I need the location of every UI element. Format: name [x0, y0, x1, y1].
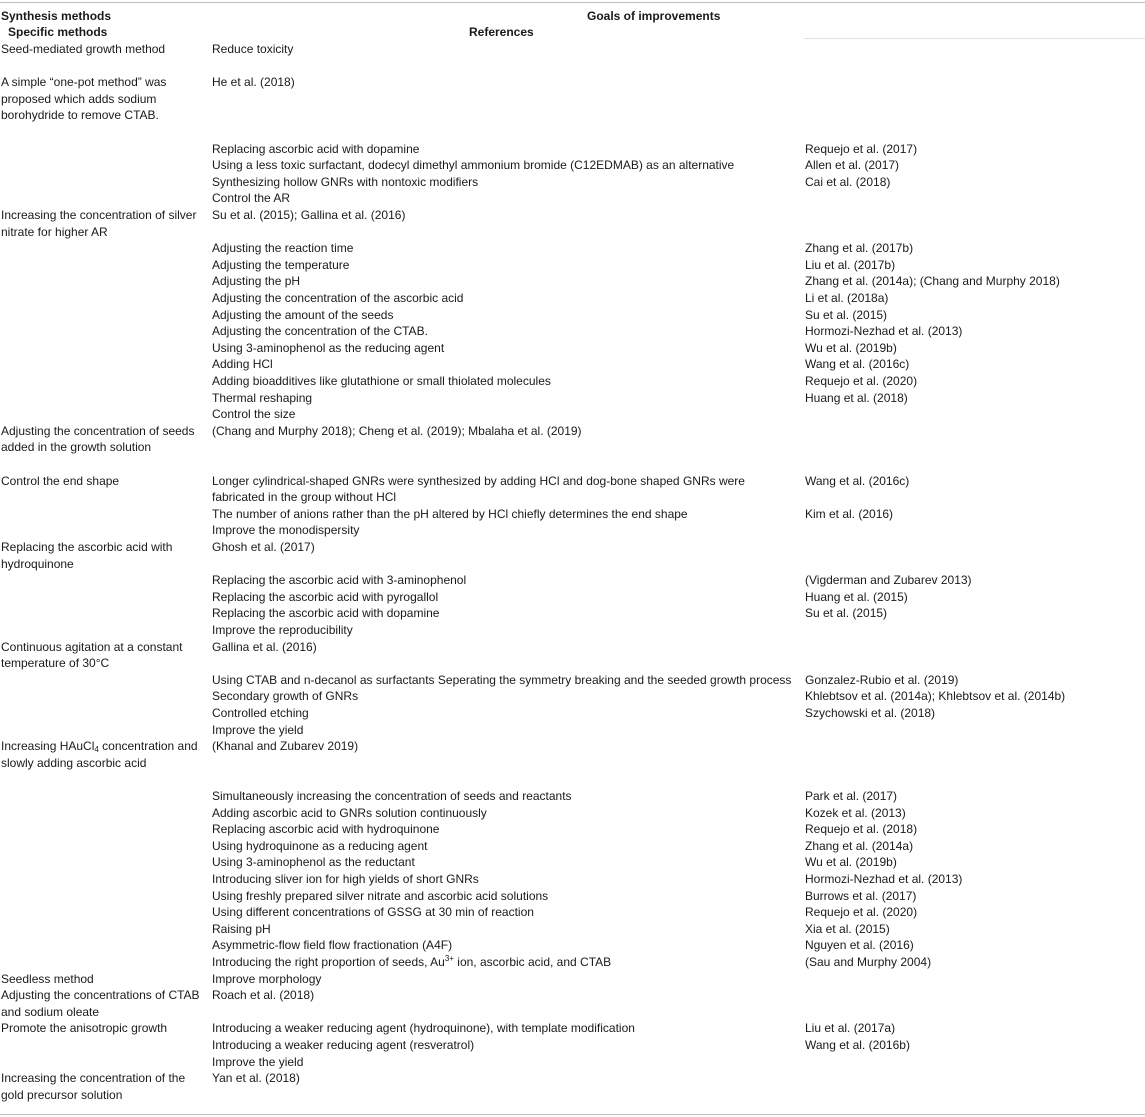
cell-specific-method: Adjusting the concentrations of CTAB and sodium oleate [1, 988, 200, 1019]
cell-goal: (Khanal and Zubarev 2019) [212, 739, 359, 754]
cell-specific-method: Increasing the concentration of the gold precursor solution [1, 1071, 186, 1102]
bottom-rule [0, 1114, 1145, 1115]
cell-goal: Control the AR [212, 191, 291, 206]
method-subscript: 4 [94, 745, 99, 755]
header-synthesis-methods: Synthesis methods [1, 9, 112, 23]
cell-goal: Adding HCl [212, 357, 273, 372]
cell-goal: Improve the reproducibility [212, 623, 353, 637]
header-rule [804, 38, 1145, 39]
cell-specific-method: Seed-mediated growth method [1, 42, 166, 56]
cell-goal: Adding ascorbic acid to GNRs solution continuously [212, 805, 487, 820]
cell-reference: Burrows et al. (2017) [805, 888, 917, 903]
cell-goal: Adjusting the concentration of the CTAB. [212, 324, 428, 339]
cell-goal: Yan et al. (2018) [212, 1071, 300, 1086]
cell-reference: Requejo et al. (2018) [805, 822, 918, 837]
cell-goal: Adjusting the pH [212, 274, 301, 289]
cell-specific-method: Adjusting the concentration of seeds added in the growth solution [1, 423, 195, 455]
cell-goal: Replacing the ascorbic acid with 3-aminophenol [212, 573, 467, 588]
cell-goal: He et al. (2018) [212, 75, 295, 90]
method-text: concentration and slowly adding ascorbic acid [1, 739, 198, 770]
cell-goal: Improve the yield [212, 1054, 304, 1069]
cell-reference: Requejo et al. (2017) [805, 141, 918, 156]
cell-specific-method: Continuous agitation at a constant temperature of 30°C [1, 639, 183, 671]
cell-goal: Secondary growth of GNRs [212, 689, 359, 704]
cell-reference: Allen et al. (2017) [805, 158, 900, 173]
cell-goal: Improve the yield [212, 722, 304, 737]
cell-goal: Adding bioadditives like glutathione or small thiolated molecules [212, 374, 551, 388]
cell-goal: Introducing sliver ion for high yields of short GNRs [212, 872, 479, 886]
method-text: Increasing HAuCl [1, 739, 95, 754]
cell-goal: Adjusting the reaction time [212, 241, 354, 256]
cell-goal: Using 3-aminophenol as the reductant [212, 855, 415, 870]
cell-goal [212, 954, 797, 971]
cell-goal: Replacing ascorbic acid with dopamine [212, 141, 420, 156]
cell-goal: Ghosh et al. (2017) [212, 540, 315, 554]
cell-goal: Simultaneously increasing the concentration of seeds and reactants [212, 789, 572, 803]
cell-reference: Zhang et al. (2014a); (Chang and Murphy 2018) [805, 274, 1060, 289]
cell-reference: Wang et al. (2016c) [805, 357, 910, 372]
cell-goal: Replacing ascorbic acid with hydroquinone [212, 822, 440, 837]
cell-goal: Raising pH [212, 921, 271, 936]
cell-goal: Longer cylindrical-shaped GNRs were synthesized by adding HCl and dog-bone shaped GNRs were fabricated in the group without HCl [212, 473, 745, 505]
cell-goal: Su et al. (2015); Gallina et al. (2016) [212, 208, 406, 222]
cell-reference: Gonzalez-Rubio et al. (2019) [805, 672, 959, 687]
cell-goal: Controlled etching [212, 706, 309, 720]
cell-goal: Using different concentrations of GSSG at 30 min of reaction [212, 905, 534, 920]
cell-reference: (Sau and Murphy 2004) [805, 955, 932, 969]
cell-specific-method: Increasing the concentration of silver nitrate for higher AR [1, 208, 197, 239]
header-specific-methods: Specific methods [8, 25, 108, 39]
cell-goal: Using a less toxic surfactant, dodecyl dimethyl ammonium bromide (C12EDMAB) as an alternative [212, 158, 735, 173]
cell-goal: The number of anions rather than the pH altered by HCl chiefly determines the end shape [212, 506, 688, 521]
header-references: References [469, 25, 534, 39]
cell-reference: Park et al. (2017) [805, 789, 898, 803]
cell-goal: Gallina et al. (2016) [212, 639, 317, 654]
cell-goal: Replacing the ascorbic acid with pyrogallol [212, 589, 439, 604]
header-goals-of-improvements: Goals of improvements [587, 9, 721, 23]
cell-reference: Kim et al. (2016) [805, 506, 894, 521]
cell-goal: Using freshly prepared silver nitrate and ascorbic acid solutions [212, 888, 549, 903]
cell-goal: Synthesizing hollow GNRs with nontoxic modifiers [212, 174, 479, 189]
cell-reference: Hormozi-Nezhad et al. (2013) [805, 324, 963, 339]
cell-specific-method: Promote the anisotropic growth [1, 1021, 168, 1036]
cell-goal: Adjusting the amount of the seeds [212, 307, 394, 322]
cell-reference: Wu et al. (2019b) [805, 855, 897, 870]
cell-reference: Wu et al. (2019b) [805, 340, 897, 355]
cell-goal: Roach et al. (2018) [212, 988, 315, 1003]
cell-goal: Introducing a weaker reducing agent (resveratrol) [212, 1038, 475, 1052]
cell-reference: Wang et al. (2016c) [805, 473, 910, 488]
cell-reference: Xia et al. (2015) [805, 921, 890, 936]
cell-reference: Su et al. (2015) [805, 606, 888, 621]
cell-goal: Adjusting the concentration of the ascorbic acid [212, 291, 464, 305]
cell-reference: Wang et al. (2016b) [805, 1038, 910, 1052]
goal-superscript: 3+ [444, 954, 454, 963]
cell-reference: Zhang et al. (2014a) [805, 838, 914, 853]
cell-goal: Using CTAB and n-decanol as surfactants Seperating the symmetry breaking and the seeded growth process [212, 672, 792, 687]
cell-reference: Li et al. (2018a) [805, 291, 889, 305]
cell-specific-method: A simple “one-pot method” was proposed which adds sodium borohydride to remove CTAB. [1, 75, 167, 123]
goal-text: ion, ascorbic acid, and CTAB [453, 955, 612, 969]
cell-reference: Huang et al. (2018) [805, 390, 908, 405]
cell-reference: (Vigderman and Zubarev 2013) [805, 573, 972, 588]
cell-goal: Control the size [212, 407, 296, 422]
cell-reference: Szychowski et al. (2018) [805, 706, 936, 720]
cell-reference: Khlebtsov et al. (2014a); Khlebtsov et al. (2014b) [805, 689, 1066, 704]
cell-reference: Zhang et al. (2017b) [805, 241, 914, 256]
cell-reference: Cai et al. (2018) [805, 174, 891, 189]
cell-reference: Hormozi-Nezhad et al. (2013) [805, 872, 963, 886]
cell-goal: Using 3-aminophenol as the reducing agent [212, 340, 445, 355]
cell-reference: Requejo et al. (2020) [805, 374, 918, 388]
cell-goal: Using hydroquinone as a reducing agent [212, 838, 428, 853]
goal-text: Introducing the right proportion of seeds, Au [212, 955, 445, 969]
cell-specific-method: Replacing the ascorbic acid with hydroquinone [1, 540, 173, 571]
cell-reference: Su et al. (2015) [805, 307, 888, 322]
cell-reference: Huang et al. (2015) [805, 589, 908, 604]
cell-reference: Kozek et al. (2013) [805, 805, 906, 820]
cell-reference: Liu et al. (2017b) [805, 257, 896, 272]
cell-goal: Improve morphology [212, 971, 322, 986]
cell-goal: Improve the monodispersity [212, 523, 360, 538]
cell-reference: Nguyen et al. (2016) [805, 938, 914, 953]
cell-goal: (Chang and Murphy 2018); Cheng et al. (2019); Mbalaha et al. (2019) [212, 423, 582, 438]
cell-goal: Asymmetric-flow field flow fractionation (A4F) [212, 938, 453, 953]
top-rule [0, 2, 1145, 3]
cell-goal: Adjusting the temperature [212, 257, 350, 272]
cell-goal: Reduce toxicity [212, 42, 294, 56]
cell-specific-method: Control the end shape [1, 473, 120, 488]
cell-goal: Replacing the ascorbic acid with dopamine [212, 606, 440, 621]
cell-goal: Thermal reshaping [212, 390, 313, 405]
cell-reference: Liu et al. (2017a) [805, 1021, 896, 1036]
cell-goal: Introducing a weaker reducing agent (hydroquinone), with template modification [212, 1021, 635, 1036]
cell-reference: Requejo et al. (2020) [805, 905, 918, 920]
cell-specific-method: Seedless method [1, 971, 94, 986]
cell-specific-method [1, 738, 201, 771]
